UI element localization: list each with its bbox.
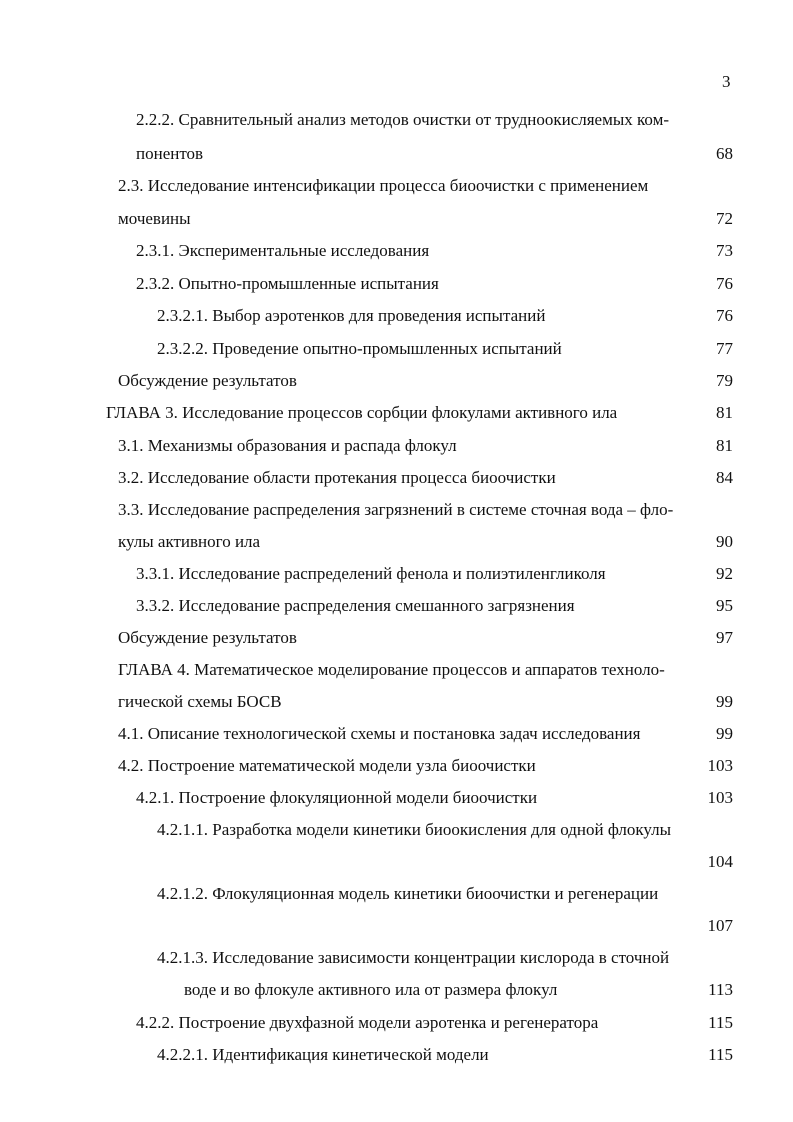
toc-entry-4-2[interactable] bbox=[118, 754, 733, 778]
toc-entry-chapter-4-line1: ГЛАВА 4. Математическое моделирование процессов и аппаратов техноло- bbox=[118, 660, 665, 679]
toc-entry-4-2-2-1[interactable] bbox=[157, 1043, 733, 1067]
toc-page-number: 99 bbox=[716, 724, 733, 743]
toc-entry-chapter-4[interactable] bbox=[118, 690, 733, 714]
toc-page-number: 79 bbox=[716, 371, 733, 390]
toc-entry-4-2-1-1[interactable] bbox=[157, 850, 733, 874]
toc-entry-4-2-1-1-line1: 4.2.1.1. Разработка модели кинетики биоокисления для одной флокулы bbox=[157, 820, 672, 839]
toc-page-number: 95 bbox=[716, 596, 733, 615]
toc-entry-text: 3.3.2. Исследование распределения смешанного загрязнения bbox=[136, 596, 575, 615]
toc-entry-4-2-1-3-line1: 4.2.1.3. Исследование зависимости концентрации кислорода в сточной bbox=[157, 948, 670, 967]
toc-entry-text: 4.2. Построение математической модели узла биоочистки bbox=[118, 756, 536, 775]
toc-entry-3-3-2[interactable] bbox=[136, 594, 733, 618]
toc-entry-text: мочевины bbox=[118, 209, 191, 228]
toc-page-number: 73 bbox=[716, 241, 733, 260]
toc-entry-text: ГЛАВА 3. Исследование процессов сорбции флокулами активного ила bbox=[106, 403, 618, 422]
toc-entry-text: 3.3.1. Исследование распределений фенола и полиэтиленгликоля bbox=[136, 564, 606, 583]
toc-page-number: 113 bbox=[708, 980, 733, 999]
toc-entry-text: 4.2.2. Построение двухфазной модели аэротенка и регенератора bbox=[136, 1013, 599, 1032]
toc-entry-2-3-2-2[interactable] bbox=[157, 337, 733, 361]
toc-entry-4-2-1[interactable] bbox=[136, 786, 733, 810]
toc-entry-chapter-3[interactable] bbox=[106, 401, 733, 425]
toc-entry-4-2-1-2[interactable] bbox=[157, 914, 733, 938]
toc-entry-2-3-2-1[interactable] bbox=[157, 304, 733, 328]
toc-entry-text: воде и во флокуле активного ила от размера флокул bbox=[184, 980, 558, 999]
toc-entry-4-2-1-3[interactable] bbox=[184, 978, 733, 1002]
toc-entry-text: 4.1. Описание технологической схемы и постановка задач исследования bbox=[118, 724, 641, 743]
toc-entry-text: кулы активного ила bbox=[118, 532, 261, 551]
toc-page-number: 103 bbox=[707, 788, 733, 807]
toc-entry-discussion-ch2[interactable] bbox=[118, 369, 733, 393]
toc-page-number: 77 bbox=[716, 339, 733, 358]
toc-entry-4-2-2[interactable] bbox=[136, 1011, 733, 1035]
toc-entry-2-2-2-line1: 2.2.2. Сравнительный анализ методов очистки от трудноокисляемых ком- bbox=[136, 110, 670, 129]
toc-page-number: 115 bbox=[708, 1045, 733, 1064]
toc-entry-text: 2.3.2.1. Выбор аэротенков для проведения испытаний bbox=[157, 306, 546, 325]
toc-entry-text: 3.2. Исследование области протекания процесса биоочистки bbox=[118, 468, 556, 487]
toc-page-number: 76 bbox=[716, 306, 733, 325]
toc-entry-discussion-ch3[interactable] bbox=[118, 626, 733, 650]
toc-page-number: 84 bbox=[716, 468, 733, 487]
toc-entry-3-2[interactable] bbox=[118, 466, 733, 490]
toc-page-number: 76 bbox=[716, 274, 733, 293]
toc-entry-2-3-line1: 2.3. Исследование интенсификации процесса биоочистки с применением bbox=[118, 176, 649, 195]
toc-entry-text: 4.2.1. Построение флокуляционной модели биоочистки bbox=[136, 788, 538, 807]
page-number: 3 bbox=[722, 72, 731, 91]
toc-page-number: 115 bbox=[708, 1013, 733, 1032]
toc-entry-2-3-1[interactable] bbox=[136, 239, 733, 263]
toc-page-number: 92 bbox=[716, 564, 733, 583]
toc-page-number: 81 bbox=[716, 403, 733, 422]
toc-entry-text: гической схемы БОСВ bbox=[118, 692, 282, 711]
toc-entry-3-1[interactable] bbox=[118, 434, 733, 458]
toc-page-number: 103 bbox=[707, 756, 733, 775]
toc-page-number: 68 bbox=[716, 144, 733, 163]
toc-entry-3-3-1[interactable] bbox=[136, 562, 733, 586]
toc-entry-text: Обсуждение результатов bbox=[118, 371, 297, 390]
toc-entry-2-3[interactable] bbox=[118, 207, 733, 231]
toc-entry-text: понентов bbox=[136, 144, 204, 163]
toc-entry-text: 4.2.2.1. Идентификация кинетической модели bbox=[157, 1045, 489, 1064]
toc-entry-4-2-1-2-line1: 4.2.1.2. Флокуляционная модель кинетики биоочистки и регенерации bbox=[157, 884, 659, 903]
toc-page-number: 72 bbox=[716, 209, 733, 228]
toc-entry-text: 2.3.2. Опытно-промышленные испытания bbox=[136, 274, 439, 293]
toc-entry-4-1[interactable] bbox=[118, 722, 733, 746]
toc-entry-2-3-2[interactable] bbox=[136, 272, 733, 296]
toc-entry-text: 2.3.1. Экспериментальные исследования bbox=[136, 241, 430, 260]
toc-page-number: 90 bbox=[716, 532, 733, 551]
toc-entry-2-2-2[interactable] bbox=[136, 142, 733, 166]
toc-page-number: 97 bbox=[716, 628, 733, 647]
toc-entry-3-3[interactable] bbox=[118, 530, 733, 554]
toc-page-number: 81 bbox=[716, 436, 733, 455]
toc-page-number: 107 bbox=[707, 916, 733, 935]
toc-entry-text: 2.3.2.2. Проведение опытно-промышленных испытаний bbox=[157, 339, 562, 358]
toc-entry-3-3-line1: 3.3. Исследование распределения загрязнений в системе сточная вода – фло- bbox=[118, 500, 674, 519]
toc-page-number: 99 bbox=[716, 692, 733, 711]
toc-entry-text: 3.1. Механизмы образования и распада флокул bbox=[118, 436, 457, 455]
toc-entry-text: Обсуждение результатов bbox=[118, 628, 297, 647]
toc-page-number: 104 bbox=[707, 852, 733, 871]
